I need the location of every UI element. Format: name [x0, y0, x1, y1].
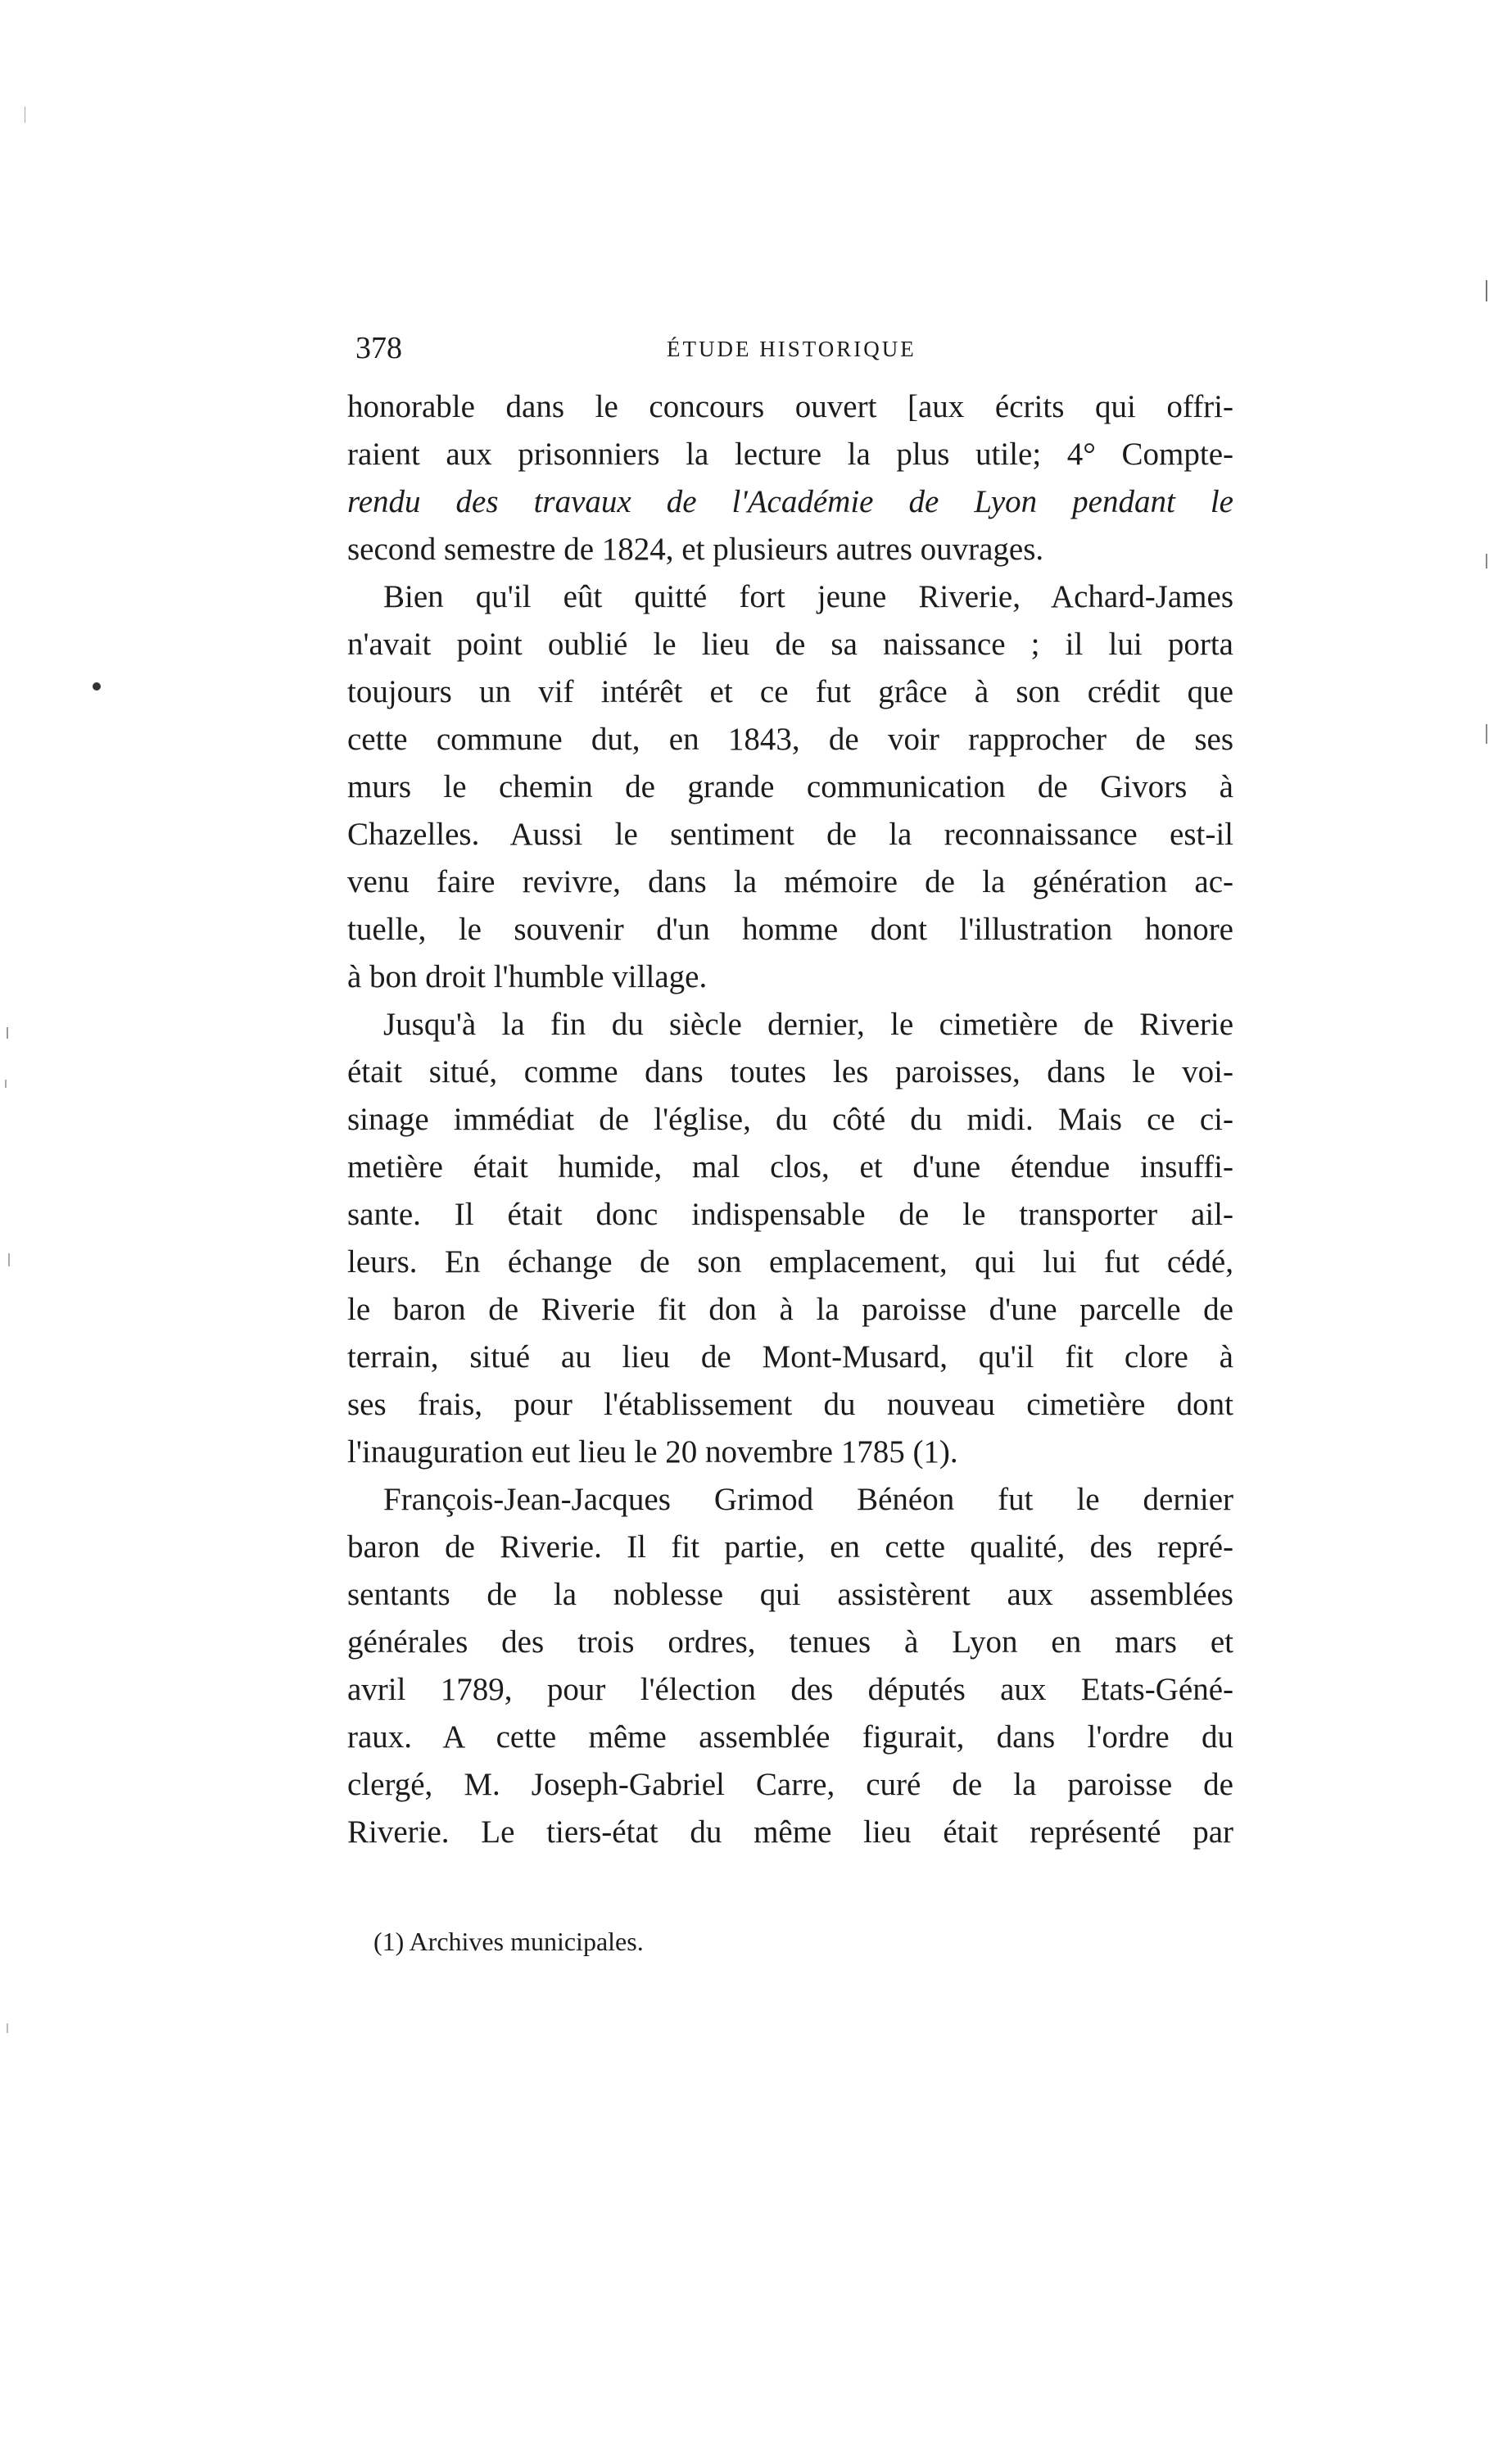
- text-line: terrain, situé au lieu de Mont-Musard, qu'il fit clore à: [347, 1339, 1233, 1375]
- text-line: raux. A cette même assemblée figurait, dans l'ordre du: [347, 1719, 1233, 1755]
- text-line: l'inauguration eut lieu le 20 novembre 1785 (1).: [347, 1434, 958, 1470]
- text-line: était situé, comme dans toutes les paroisses, dans le voi-: [347, 1054, 1233, 1089]
- text-line: avril 1789, pour l'élection des députés aux Etats-Géné-: [347, 1672, 1233, 1707]
- text-line: tuelle, le souvenir d'un homme dont l'illustration honore: [347, 912, 1233, 947]
- text-line: Riverie. Le tiers-état du même lieu était représenté par: [347, 1814, 1233, 1850]
- text-line: François-Jean-Jacques Grimod Bénéon fut le dernier: [383, 1482, 1233, 1517]
- text-line: rendu des travaux de l'Académie de Lyon pendant le: [347, 484, 1233, 519]
- running-head-title: ÉTUDE HISTORIQUE: [667, 337, 916, 361]
- text-line: toujours un vif intérêt et ce fut grâce à son crédit que: [347, 674, 1233, 709]
- text-line: ses frais, pour l'établissement du nouveau cimetière dont: [347, 1387, 1233, 1422]
- text-line: sante. Il était donc indispensable de le transporter ail-: [347, 1197, 1233, 1232]
- text-line: Chazelles. Aussi le sentiment de la reconnaissance est-il: [347, 817, 1233, 852]
- running-head: [355, 328, 1237, 369]
- text-line: le baron de Riverie fit don à la paroisse d'une parcelle de: [347, 1292, 1233, 1327]
- text-line: sentants de la noblesse qui assistèrent aux assemblées: [347, 1577, 1233, 1612]
- footnote: (1) Archives municipales.: [373, 1927, 644, 1956]
- text-line: honorable dans le concours ouvert [aux écrits qui offri-: [347, 389, 1233, 424]
- text-line: Jusqu'à la fin du siècle dernier, le cimetière de Riverie: [383, 1007, 1233, 1042]
- body-text: [347, 383, 1233, 1856]
- text-line: sinage immédiat de l'église, du côté du midi. Mais ce ci-: [347, 1102, 1233, 1137]
- text-line: venu faire revivre, dans la mémoire de la génération ac-: [347, 864, 1233, 899]
- text-line: Bien qu'il eût quitté fort jeune Riverie, Achard-James: [383, 579, 1233, 614]
- page-number: 378: [355, 331, 402, 365]
- text-line: murs le chemin de grande communication de Givors à: [347, 769, 1233, 804]
- text-line: clergé, M. Joseph-Gabriel Carre, curé de la paroisse de: [347, 1767, 1233, 1802]
- text-line: à bon droit l'humble village.: [347, 959, 708, 994]
- text-line: générales des trois ordres, tenues à Lyon en mars et: [347, 1624, 1233, 1660]
- text-line: second semestre de 1824, et plusieurs autres ouvrages.: [347, 532, 1044, 567]
- text-line: metière était humide, mal clos, et d'une étendue insuffi-: [347, 1149, 1233, 1184]
- text-line: raient aux prisonniers la lecture la plus utile; 4° Compte-: [347, 437, 1233, 472]
- text-line: cette commune dut, en 1843, de voir rapprocher de ses: [347, 722, 1233, 757]
- text-line: n'avait point oublié le lieu de sa naissance ; il lui porta: [347, 627, 1233, 662]
- text-line: leurs. En échange de son emplacement, qui lui fut cédé,: [347, 1244, 1233, 1280]
- text-line: baron de Riverie. Il fit partie, en cette qualité, des repré-: [347, 1529, 1233, 1565]
